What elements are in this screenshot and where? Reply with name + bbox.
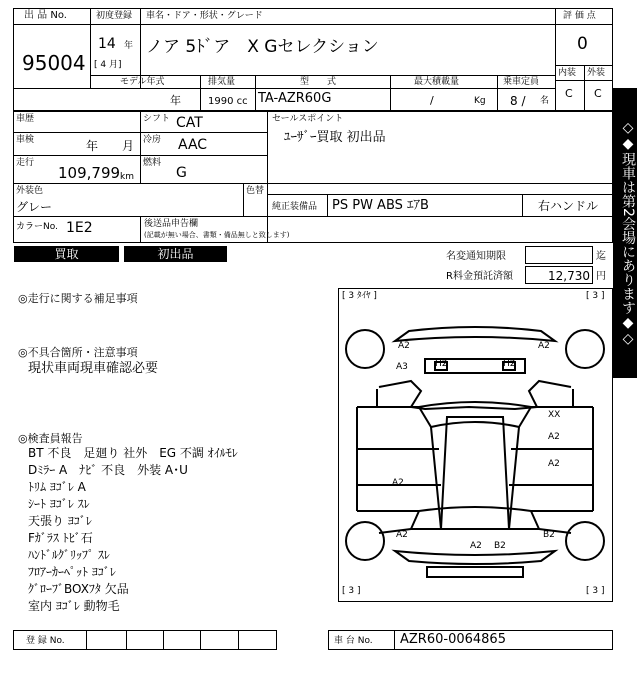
first-reg-label: 初度登録 xyxy=(96,11,133,21)
color-no-label: カラーNo. xyxy=(16,222,58,232)
chassis-number: AZR60-0064865 xyxy=(400,632,506,647)
sales-point: ﾕｰｻﾞｰ買取 初出品 xyxy=(284,130,386,145)
mark-door-left: A2 xyxy=(392,478,404,488)
purchase-badge: 買取 xyxy=(14,246,119,262)
ext-color-label: 外装色 xyxy=(16,186,44,196)
ext-color: グレー xyxy=(16,200,53,214)
mileage-label: 走行 xyxy=(16,158,35,168)
lot-no-label: 出 品 No. xyxy=(24,10,67,21)
mileage-unit: km xyxy=(120,172,134,182)
mileage: 109,799 xyxy=(58,164,121,182)
capacity-unit: 名 xyxy=(540,96,550,106)
first-reg-year: 14 xyxy=(98,36,116,52)
displacement-label: 排気量 xyxy=(208,77,236,87)
equipment-label: 純正装備品 xyxy=(272,202,318,212)
report-line: ﾌﾛｱｰｶｰﾍﾟｯﾄ ﾖｺﾞﾚ xyxy=(28,565,116,579)
ac-value: AAC xyxy=(178,137,208,153)
first-reg-month: [ 4 月] xyxy=(94,60,122,70)
model-year-label: モデル年式 xyxy=(120,77,165,87)
reg-no-label: 登 録 No. xyxy=(26,636,65,646)
mark-rear-center-2: B2 xyxy=(494,541,506,551)
defects-line: 現状車両現車確認必要 xyxy=(28,361,159,376)
report-line: ﾊﾝﾄﾞﾙｸﾞﾘｯﾌﾟ ｽﾚ xyxy=(28,548,110,562)
type-label: 型 式 xyxy=(300,77,337,87)
inspection-label: 車検 xyxy=(16,135,35,145)
shift-label: シフト xyxy=(143,114,171,124)
max-load-label: 最大積載量 xyxy=(414,77,460,87)
interior-grade: C xyxy=(565,87,573,100)
recycle-fee: 12,730 xyxy=(548,269,590,283)
report-line: ｼｰﾄ ﾖｺﾞﾚ ｽﾚ xyxy=(28,497,90,511)
color-change-label: 色替 xyxy=(246,186,265,196)
recycle-label: R料金預託済額 xyxy=(446,271,513,282)
color-no: 1E2 xyxy=(66,220,93,236)
fuel-label: 燃料 xyxy=(143,158,162,168)
damage-diagram xyxy=(338,288,613,602)
mark-headlight-left: H2 xyxy=(435,359,448,369)
report-line: Dﾐﾗｰ A ﾅﾋﾞ 不良 外装 A･U xyxy=(28,463,188,477)
inspection-month: 月 xyxy=(122,139,135,153)
driving-notes-title: ◎走行に関する補足事項 xyxy=(18,292,138,305)
tire-tl-label: [ 3 ﾀｲﾔ ] xyxy=(342,291,377,301)
mark-front-bumper-left: A2 xyxy=(398,341,410,351)
exterior-label: 外装 xyxy=(587,68,606,78)
inspector-title: ◎検査員報告 xyxy=(18,432,83,445)
model-type: TA-AZR60G xyxy=(258,91,332,106)
inspection-year: 年 xyxy=(86,139,99,153)
max-load: / xyxy=(430,94,434,107)
recycle-unit: 円 xyxy=(596,271,606,282)
chassis-label: 車 台 No. xyxy=(334,636,373,646)
tire-tr-label: [ 3 ] xyxy=(586,291,605,301)
tire-br-label: [ 3 ] xyxy=(586,586,605,596)
name-change-deadline-box xyxy=(525,246,593,264)
report-line: ﾄﾘﾑ ﾖｺﾞﾚ A xyxy=(28,480,86,494)
sales-point-label: セールスポイント xyxy=(272,114,344,124)
interior-label: 内装 xyxy=(558,68,577,78)
defects-title: ◎不具合箇所・注意事項 xyxy=(18,346,138,359)
capacity: 8 / xyxy=(510,94,526,108)
first-listing-badge: 初出品 xyxy=(124,246,227,262)
mark-door-right-2: A2 xyxy=(548,459,560,469)
venue-banner: ◇◆現車は第2会場にあります◆◇ xyxy=(613,88,637,378)
aftermarket-label: 後送品申告欄 xyxy=(144,219,199,229)
mark-rear-left: A2 xyxy=(396,530,408,540)
shift-value: CAT xyxy=(176,115,203,131)
capacity-label: 乗車定員 xyxy=(503,77,540,87)
rating-value: 0 xyxy=(577,34,588,54)
steering: 右ハンドル xyxy=(538,199,599,213)
rating-label: 評 価 点 xyxy=(563,11,596,21)
name-change-label: 名変通知期限 xyxy=(446,251,506,262)
report-line: Fｶﾞﾗｽ ﾄﾋﾞ石 xyxy=(28,531,93,545)
mark-fender-front-left: A3 xyxy=(396,362,408,372)
mark-xx: XX xyxy=(548,410,561,420)
report-line: 天張り ﾖｺﾞﾚ xyxy=(28,514,92,528)
displacement: 1990 cc xyxy=(208,96,248,107)
name-change-unit: 迄 xyxy=(596,251,606,262)
exterior-grade: C xyxy=(594,87,602,100)
fuel-value: G xyxy=(176,165,187,181)
vehicle-name: ノア 5ﾄﾞア X Gセレクション xyxy=(146,37,379,57)
max-load-unit: Kg xyxy=(474,96,486,106)
car-outline xyxy=(339,289,612,601)
model-year: 年 xyxy=(170,94,181,107)
mark-rear-center-1: A2 xyxy=(470,541,482,551)
mark-rear-right: B2 xyxy=(543,530,555,540)
equipment: PS PW ABS ｴｱB xyxy=(332,198,429,213)
aftermarket-note: (記載が無い場合、書類・備品無しと致します) xyxy=(144,231,290,239)
report-line: 室内 ﾖｺﾞﾚ 動物毛 xyxy=(28,599,120,613)
mark-front-bumper-right: A2 xyxy=(538,341,550,351)
report-line: ｸﾞﾛｰﾌﾞBOXﾌﾀ 欠品 xyxy=(28,582,129,596)
vehicle-label: 車名・ドア・形状・グレード xyxy=(146,11,263,21)
mark-door-right-1: A2 xyxy=(548,432,560,442)
history-label: 車歴 xyxy=(16,114,35,124)
report-line: BT 不良 足廻り 社外 EG 不調 ｵｲﾙﾓﾚ xyxy=(28,446,238,460)
year-unit: 年 xyxy=(124,41,134,51)
tire-bl-label: [ 3 ] xyxy=(342,586,361,596)
ac-label: 冷房 xyxy=(143,135,162,145)
mark-headlight-right: H2 xyxy=(503,359,516,369)
lot-number: 95004 xyxy=(22,51,86,75)
